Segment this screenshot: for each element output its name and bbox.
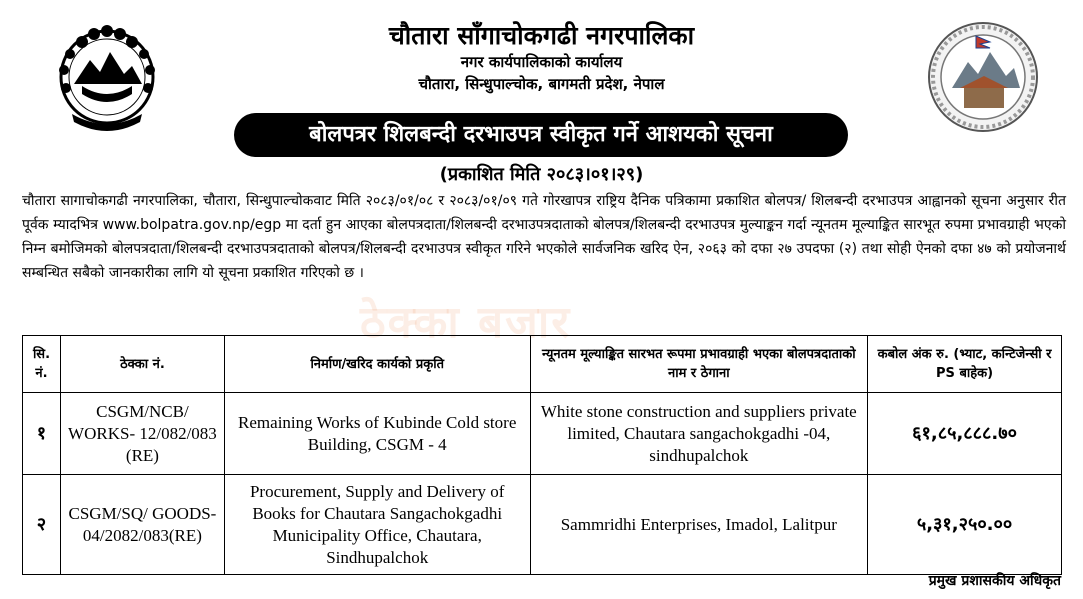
cell-amount: ५,३१,२५०.००: [868, 475, 1062, 575]
header-contract-no: ठेक्का नं.: [60, 336, 224, 393]
cell-sn: २: [23, 475, 61, 575]
cell-sn: १: [23, 393, 61, 475]
office-name: नगर कार्यपालिकाको कार्यालय: [460, 53, 623, 71]
org-name: चौतारा साँगाचोकगढी नगरपालिका: [388, 21, 695, 50]
header-amount: कबोल अंक रु. (भ्याट, कन्टिजेन्सी र PS बाहेक): [868, 336, 1062, 393]
office-address: चौतारा, सिन्धुपाल्चोक, बागमती प्रदेश, नेपाल: [418, 75, 665, 93]
cell-contract-no: CSGM/NCB/ WORKS- 12/082/083 (RE): [60, 393, 224, 475]
signatory: प्रमुख प्रशासकीय अधिकृत: [928, 573, 1061, 589]
published-date: (प्रकाशित मिति २०८३।०१।२९): [439, 164, 644, 185]
cell-contract-no: CSGM/SQ/ GOODS- 04/2082/083(RE): [60, 475, 224, 575]
notice-title: बोलपत्रर शिलबन्दी दरभाउपत्र स्वीकृत गर्ने आशयको सूचना: [234, 113, 848, 157]
table-row: [23, 475, 1062, 575]
header-bidder: न्यूनतम मूल्याङ्कित सारभत रूपमा प्रभावग्राही भएका बोलपत्रदाताको नाम र ठेगाना: [530, 336, 868, 393]
header-sn: सि. नं.: [23, 336, 61, 393]
notice-body: चौतारा सागाचोकगढी नगरपालिका, चौतारा, सिन्धुपाल्चोकवाट मिति २०८३/०१/०८ र २०८३/०१/०९ गते गोरखापत्र राष्ट्रिय दैनिक पत्रिकामा प्रकाशित बोलपत्र/ शिलबन्दी दरभाउपत्र आह्वानको सूचना अनुसार रीत पूर्वक म्यादभित्र www.bolpatra.gov.np/egp मा दर्ता हुन आएका बोलपत्रदाता/शिलबन्दी दरभाउपत्रदाताको बोलपत्र/शिलबन्दी दरभाउपत्र मुल्याङ्कन गर्दा न्यूनतम मूल्याङ्कित सारभूत रुपमा प्रभावग्राही भएको निम्न बमोजिमको बोलपत्रदाता/शिलबन्दी दरभाउपत्रदाताको बोलपत्र/शिलबन्दी दरभाउपत्र स्वीकृत गरिने भएकोले सार्वजनिक खरिद ऐन, २०६३ को दफा २७ उपदफा (२) तथा सोही ऐनको दफा ४७ को प्रयोजनार्थ सम्बन्धित सबैको जानकारीका लागि यो सूचना प्रकाशित गरिएको छ ।: [22, 193, 1066, 281]
cell-bidder: Sammridhi Enterprises, Imadol, Lalitpur: [530, 475, 868, 575]
table-header-row: [23, 336, 1062, 393]
award-table: [22, 335, 1062, 575]
watermark: ठेक्का बजार: [360, 297, 572, 348]
header-work-nature: निर्माण/खरिद कार्यको प्रकृति: [224, 336, 530, 393]
cell-amount: ६१,८५,८८८.७०: [868, 393, 1062, 475]
cell-bidder: White stone construction and suppliers private limited, Chautara sangachokgadhi -04, sindhupalchok: [530, 393, 868, 475]
letterhead: [0, 20, 1083, 95]
table-row: [23, 393, 1062, 475]
cell-work-nature: Remaining Works of Kubinde Cold store Building, CSGM - 4: [224, 393, 530, 475]
cell-work-nature: Procurement, Supply and Delivery of Books for Chautara Sangachokgadhi Municipality Office, Chautara, Sindhupalchok: [224, 475, 530, 575]
